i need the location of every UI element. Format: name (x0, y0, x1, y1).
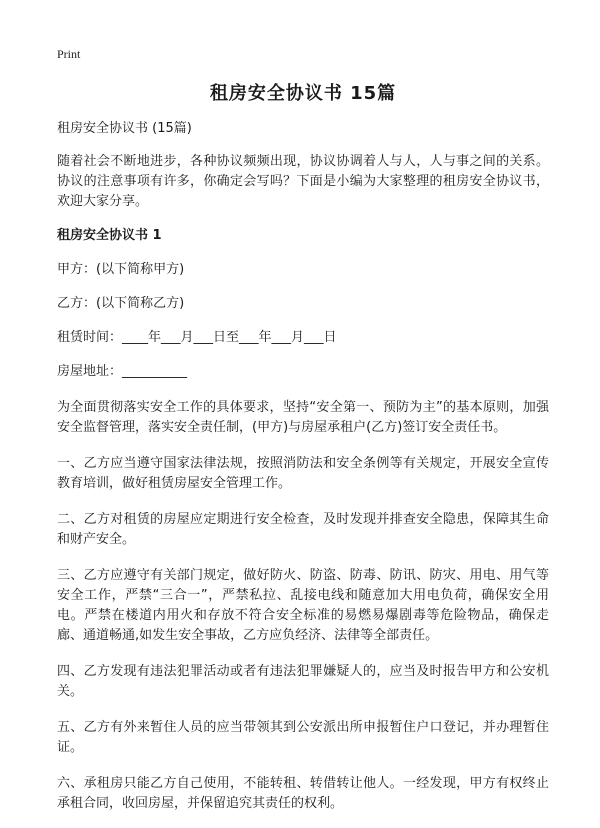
print-link[interactable]: Print (57, 47, 81, 61)
clause-2: 二、乙方对租赁的房屋应定期进行安全检查，及时发现并排查安全隐患，保障其生命和财产安全。 (57, 512, 549, 547)
party-b-line: 乙方：(以下简称乙方) (57, 296, 185, 311)
section-heading: 租房安全协议书 1 (57, 228, 162, 243)
lease-time-line: 租赁时间：____年___月___日至___年___月___日 (57, 330, 337, 345)
clause-1: 一、乙方应当遵守国家法律法规，按照消防法和安全条例等有关规定，开展安全宣传教育培训，做好租赁房屋安全管理工作。 (57, 456, 549, 491)
party-a-line: 甲方：(以下简称甲方) (57, 262, 185, 277)
address-line: 房屋地址：__________ (57, 364, 188, 379)
document-subtitle: 租房安全协议书 (15篇) (57, 121, 192, 136)
page-title: 租房安全协议书 15篇 (209, 83, 397, 104)
intro-paragraph: 随着社会不断地进步，各种协议频频出现，协议协调着人与人，人与事之间的关系。协议的注意事项有许多，你确定会写吗？下面是小编为大家整理的租房安全协议书，欢迎大家分享。 (57, 154, 549, 209)
document-body (57, 76, 549, 814)
agreement-paragraph: 为全面贯彻落实安全工作的具体要求，坚持“安全第一、预防为主”的基本原则，加强安全监督管理，落实安全责任制，(甲方)与房屋承租户(乙方)签订安全责任书。 (57, 400, 549, 435)
clause-5: 五、乙方有外来暂住人员的应当带领其到公安派出所申报暂住户口登记，并办理暂住证。 (57, 720, 549, 755)
clause-4: 四、乙方发现有违法犯罪活动或者有违法犯罪嫌疑人的，应当及时报告甲方和公安机关。 (57, 664, 549, 699)
clause-6: 六、承租房只能乙方自己使用，不能转租、转借转让他人。一经发现，甲方有权终止承租合同，收回房屋，并保留追究其责任的权利。 (57, 776, 549, 811)
clause-3: 三、乙方应遵守有关部门规定，做好防火、防盗、防毒、防讯、防灾、用电、用气等安全工作，严禁“三合一”，严禁私拉、乱接电线和随意加大用电负荷，确保安全用电。严禁在楼道内用火和存放不符合安全标准的易燃易爆剧毒等危险物品，确保走廊、通道畅通,如发生安全事故，乙方应负经济、法律等全部责任。 (57, 568, 549, 643)
